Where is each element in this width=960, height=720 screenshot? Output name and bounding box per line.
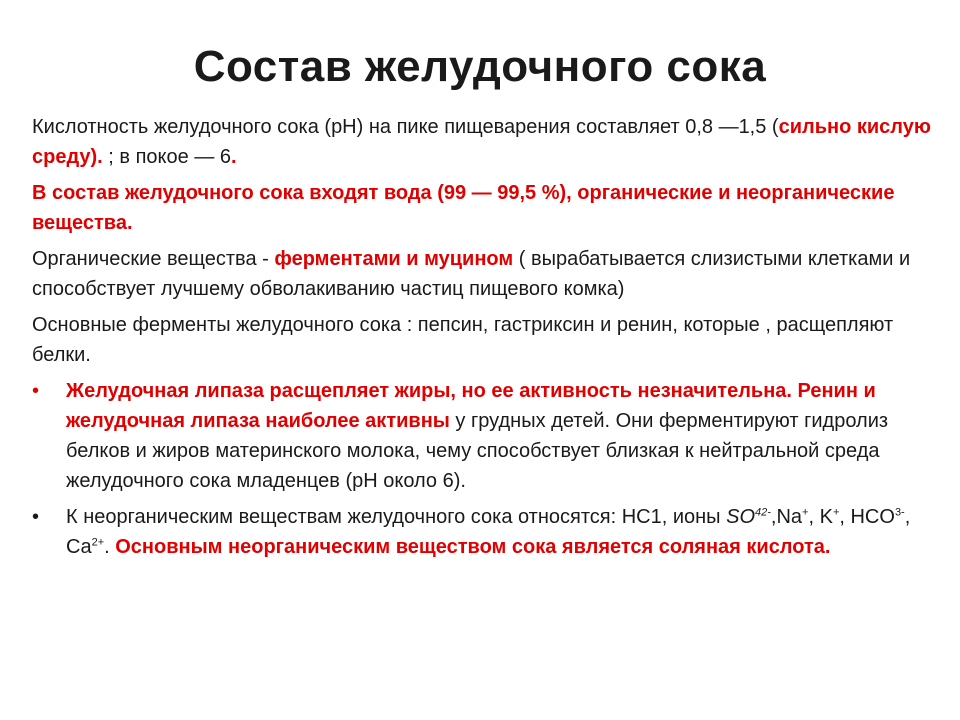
acidity-rest: ; в покое — 6 xyxy=(102,146,232,168)
acidity-dot: . xyxy=(231,146,237,168)
ion-k: , K xyxy=(808,506,833,528)
ion-so-charge: 42- xyxy=(755,506,771,519)
lipase-highlight: Желудочная липаза расщепляет жиры, но ее активность незначительна. Ренин и желудочная липаза наиболее активны xyxy=(66,380,876,432)
slide-title: Состав желудочного сока xyxy=(193,42,767,91)
ion-dot: . xyxy=(104,536,116,558)
paragraph-composition: В состав желудочного сока входят вода (99 — 99,5 %), органические и неорганические вещества. xyxy=(32,182,895,234)
lipase-text: у грудных детей. Они ферментируют гидролиз белков и жиров материнского молока, чему способствует близкая к нейтральной среда желудочного сока младенцев (pH около 6). xyxy=(66,410,889,492)
bullet-icon: • xyxy=(32,506,40,528)
bullet-inorganic xyxy=(32,502,932,562)
paragraph-acidity xyxy=(32,112,932,172)
ion-hco: , HCO xyxy=(839,506,895,528)
ion-so: SO xyxy=(726,506,756,528)
organic-highlight: ферментами и муцином xyxy=(274,248,514,270)
ion-ca: , Ca xyxy=(66,506,911,558)
ion-na-charge: + xyxy=(802,506,809,519)
acidity-highlight: сильно кислую среду). xyxy=(32,116,931,168)
ion-ca-charge: 2+ xyxy=(91,536,105,549)
inorganic-text: К неорганическим веществам желудочного сока относятся: НС1, ионы xyxy=(66,506,727,528)
paragraph-organic xyxy=(32,244,932,304)
inorganic-highlight: Основным неорганическим веществом сока является соляная кислота. xyxy=(115,536,831,558)
slide-content xyxy=(32,112,932,568)
organic-text: Органические вещества - xyxy=(32,248,275,270)
paragraph-enzymes: Основные ферменты желудочного сока : пепсин, гастриксин и ренин, которые , расщепляют белки. xyxy=(32,314,894,366)
ion-k-charge: + xyxy=(832,506,840,519)
acidity-text: Кислотность желудочного сока (pH) на пике пищеварения составляет 0,8 —1,5 ( xyxy=(32,116,779,138)
ion-na: ,Na xyxy=(770,506,803,528)
ion-hco-charge: 3- xyxy=(894,506,905,519)
organic-rest: ( вырабатывается слизистыми клетками и способствует лучшему обволакиванию частиц пищевого комка) xyxy=(32,248,911,300)
bullet-lipase xyxy=(32,376,932,496)
bullet-icon: • xyxy=(32,380,40,402)
